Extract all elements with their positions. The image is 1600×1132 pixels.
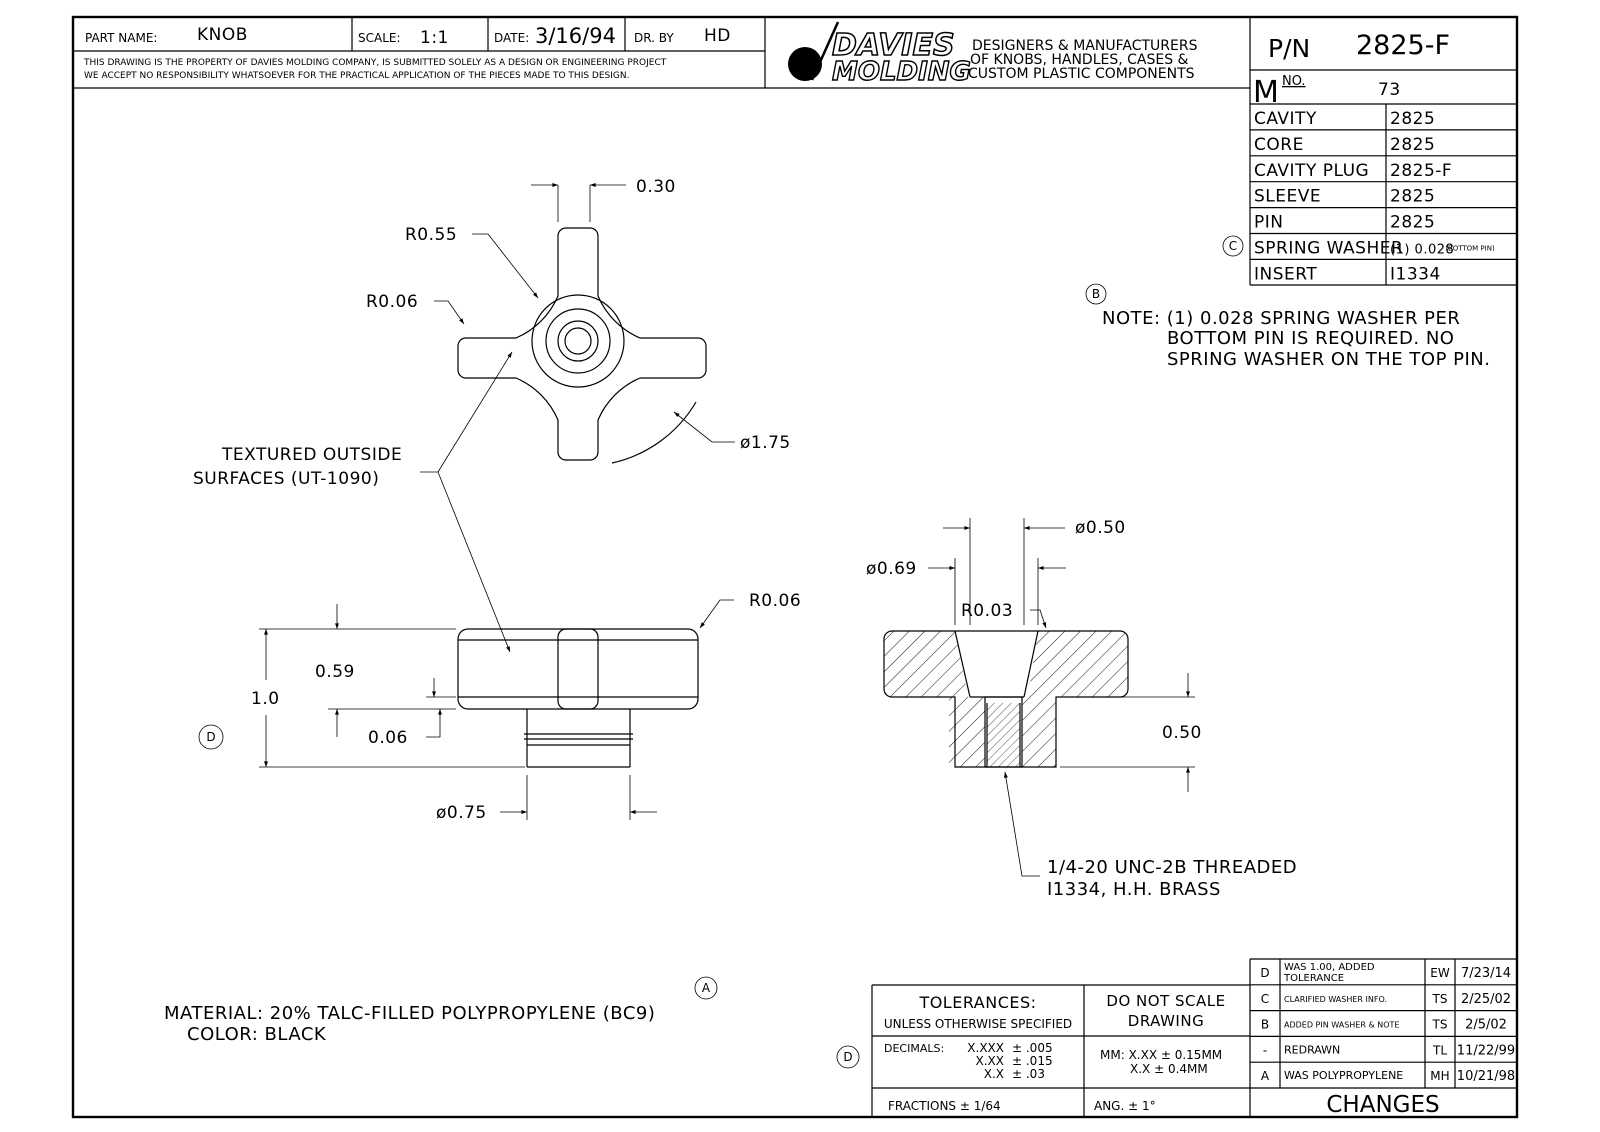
- decimals-label: DECIMALS:: [884, 1042, 945, 1055]
- do-not-scale-line-2: DRAWING: [1127, 1012, 1205, 1030]
- change-desc-2: TOLERANCE: [1284, 973, 1345, 984]
- date-value: 3/16/94: [535, 24, 616, 48]
- change-rev: -: [1262, 1043, 1268, 1058]
- drawn-by: HD: [704, 26, 731, 46]
- note-block: [1086, 284, 1491, 370]
- change-desc: WAS POLYPROPYLENE: [1284, 1069, 1404, 1083]
- change-by: MH: [1430, 1069, 1450, 1084]
- date-label: DATE:: [494, 31, 530, 45]
- parts-row-value: 2825: [1390, 109, 1436, 129]
- parts-row-value: 2825-F: [1390, 160, 1453, 181]
- parts-row-value: I1334: [1390, 264, 1441, 285]
- part-name-label: PART NAME:: [85, 31, 158, 45]
- parts-row-name: SLEEVE: [1254, 186, 1322, 207]
- mm-tolerance-2: X.X ± 0.4MM: [1130, 1062, 1208, 1076]
- changes-block: [1250, 959, 1517, 1118]
- thread-note-line-2: I1334, H.H. BRASS: [1047, 879, 1221, 900]
- part-name: KNOB: [197, 25, 248, 45]
- parts-row-name: CAVITY: [1254, 109, 1317, 129]
- change-by: TS: [1432, 1017, 1448, 1032]
- logo-text-1: DAVIES: [832, 28, 955, 63]
- decimal-tolerance: ± .005: [1012, 1041, 1053, 1055]
- decimal-format: X.X: [983, 1067, 1004, 1081]
- davies-molding-logo: [788, 22, 971, 87]
- parts-row-name: PIN: [1254, 212, 1284, 233]
- change-by: TS: [1432, 991, 1448, 1006]
- decimal-tolerance: ± .03: [1012, 1067, 1045, 1081]
- dim-knob-height: 0.59: [315, 662, 355, 682]
- do-not-scale-line-1: DO NOT SCALE: [1106, 992, 1226, 1010]
- parts-row-name: CAVITY PLUG: [1254, 160, 1370, 181]
- m-number: 73: [1378, 80, 1401, 100]
- dim-bore-radius: R0.03: [961, 601, 1014, 621]
- note-line-1: NOTE: (1) 0.028 SPRING WASHER PER: [1102, 308, 1461, 329]
- change-desc: WAS 1.00, ADDED: [1284, 962, 1375, 973]
- change-rev: C: [1260, 991, 1270, 1006]
- company-line-2: OF KNOBS, HANDLES, CASES &: [970, 52, 1189, 68]
- change-by: EW: [1430, 966, 1450, 980]
- change-by: TL: [1432, 1043, 1448, 1058]
- decimal-format: X.XX: [975, 1054, 1004, 1068]
- tolerance-title: TOLERANCES:: [919, 993, 1037, 1012]
- parts-row-value: 2825: [1390, 212, 1436, 233]
- change-date: 11/22/99: [1456, 1043, 1516, 1059]
- texture-note-line-2: SURFACES (UT-1090): [193, 469, 380, 489]
- title-block: [73, 17, 1250, 88]
- top-view: [193, 177, 791, 652]
- dim-step: 0.06: [368, 728, 408, 748]
- material-line-1: MATERIAL: 20% TALC-FILLED POLYPROPYLENE (BC9): [164, 1003, 656, 1024]
- change-desc: CLARIFIED WASHER INFO.: [1284, 994, 1387, 1004]
- parts-table: [1223, 17, 1517, 285]
- dim-corner-radius: R0.06: [366, 292, 419, 312]
- tolerance-subtitle: UNLESS OTHERWISE SPECIFIED: [883, 1017, 1073, 1031]
- rev-c-letter: C: [1228, 239, 1238, 253]
- thread-note-line-1: 1/4-20 UNC-2B THREADED: [1047, 857, 1298, 878]
- dim-diameter: ø1.75: [740, 433, 791, 453]
- fractions-tolerance: FRACTIONS ± 1/64: [888, 1099, 1001, 1113]
- change-date: 2/25/02: [1460, 991, 1512, 1007]
- material-block: [164, 977, 717, 1045]
- rev-b-letter: B: [1091, 287, 1101, 301]
- company-line-3: CUSTOM PLASTIC COMPONENTS: [968, 66, 1195, 82]
- parts-row-value: 2825: [1390, 186, 1436, 207]
- pn-label: P/N: [1268, 34, 1311, 63]
- dim-insert-depth: 0.50: [1162, 723, 1202, 743]
- dim-total-height: 1.0: [251, 689, 280, 709]
- parts-row-value: (1) 0.028: [1390, 242, 1455, 258]
- rev-d-marker-tolerance: D: [843, 1050, 853, 1064]
- parts-row-value: 2825: [1390, 134, 1436, 155]
- change-date: 7/23/14: [1460, 966, 1512, 981]
- m-label: M: [1253, 75, 1279, 110]
- dim-hub-diameter: ø0.75: [436, 803, 487, 823]
- angle-tolerance: ANG. ± 1°: [1094, 1099, 1156, 1113]
- changes-title: CHANGES: [1326, 1092, 1440, 1118]
- change-rev: B: [1260, 1017, 1270, 1032]
- company-line-1: DESIGNERS & MANUFACTURERS: [972, 38, 1198, 54]
- parts-row-name: SPRING WASHER: [1254, 238, 1404, 259]
- note-line-2: BOTTOM PIN IS REQUIRED. NO: [1167, 328, 1455, 349]
- change-rev: D: [1260, 966, 1270, 980]
- note-line-3: SPRING WASHER ON THE TOP PIN.: [1167, 349, 1491, 370]
- dim-counterbore-diameter: ø0.69: [866, 559, 917, 579]
- texture-note-line-1: TEXTURED OUTSIDE: [222, 445, 403, 465]
- disclaimer-line-2: WE ACCEPT NO RESPONSIBILITY WHATSOEVER FOR THE PRACTICAL APPLICATION OF THE PIECES MADE TO THIS DESIGN.: [84, 71, 630, 81]
- dim-lobe-radius: R0.55: [405, 225, 458, 245]
- parts-row-name: INSERT: [1254, 264, 1318, 285]
- change-desc: REDRAWN: [1284, 1043, 1341, 1057]
- logo-text-2: MOLDING: [832, 57, 971, 87]
- change-desc: ADDED PIN WASHER & NOTE: [1284, 1020, 1400, 1030]
- pn-value: 2825-F: [1356, 30, 1450, 61]
- change-date: 10/21/98: [1456, 1069, 1516, 1085]
- parts-row-note: (BOTTOM PIN): [1445, 244, 1495, 253]
- rev-a-letter: A: [701, 981, 711, 995]
- mm-tolerance-1: MM: X.XX ± 0.15MM: [1100, 1048, 1223, 1062]
- dim-bore-diameter: ø0.50: [1075, 518, 1126, 538]
- dim-edge-radius: R0.06: [749, 591, 802, 611]
- side-view: [199, 591, 801, 823]
- drawn-by-label: DR. BY: [634, 31, 674, 45]
- dim-lobe-width: 0.30: [636, 177, 676, 197]
- material-line-2: COLOR: BLACK: [187, 1024, 327, 1045]
- change-date: 2/5/02: [1465, 1017, 1507, 1033]
- rev-d-marker-height: D: [206, 730, 216, 744]
- decimal-tolerance: ± .015: [1012, 1054, 1053, 1068]
- no-label: NO.: [1282, 74, 1306, 89]
- disclaimer-line-1: THIS DRAWING IS THE PROPERTY OF DAVIES MOLDING COMPANY, IS SUBMITTED SOLELY AS A DESIGN OR ENGINEERING PROJECT: [84, 58, 667, 68]
- knob-top-outline: [458, 228, 706, 460]
- scale-label: SCALE:: [358, 31, 401, 45]
- section-view: [866, 518, 1297, 900]
- scale-value: 1:1: [420, 28, 449, 48]
- decimal-format: X.XXX: [967, 1041, 1004, 1055]
- parts-row-name: CORE: [1254, 134, 1304, 155]
- change-rev: A: [1260, 1069, 1270, 1084]
- tolerance-block: [837, 985, 1250, 1117]
